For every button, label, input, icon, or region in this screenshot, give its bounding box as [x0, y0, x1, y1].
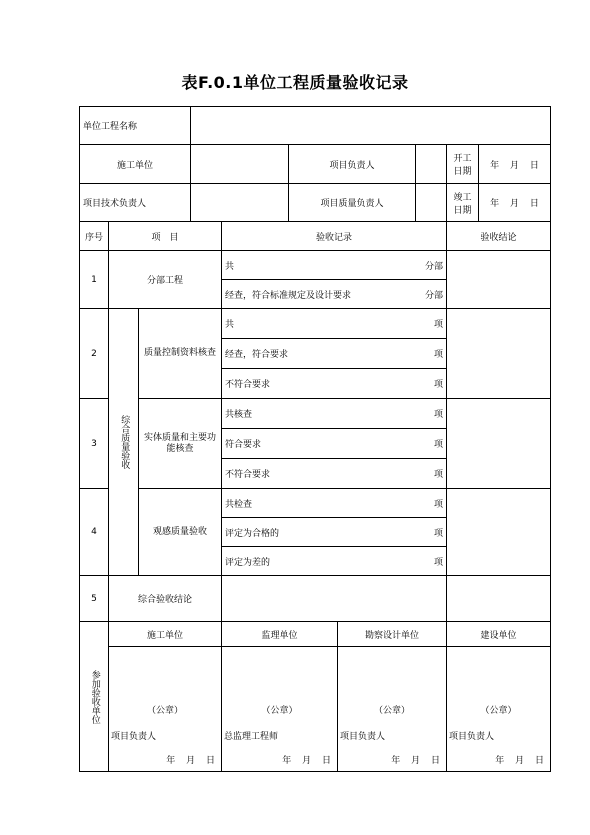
comprehensive-quality-group-label: 综合质量验收: [109, 309, 139, 576]
start-date-field[interactable]: 年 月 日: [479, 145, 551, 184]
row2-line1[interactable]: 共 项: [222, 309, 447, 339]
row3-item: 实体质量和主要功能核查: [139, 399, 222, 489]
unit-4-person: 项目负责人: [449, 732, 495, 742]
acceptance-record-table: [79, 106, 551, 772]
row5-conclusion[interactable]: [447, 576, 551, 622]
row5-no: 5: [80, 576, 109, 622]
row1-line1[interactable]: 共 分部: [222, 251, 447, 280]
quality-manager-field[interactable]: [416, 184, 447, 222]
unit-2-name: 监理单位: [222, 622, 338, 647]
unit-2-signature-block[interactable]: [222, 647, 338, 772]
quality-manager-label: 项目质量负责人: [289, 184, 416, 222]
row3-conclusion[interactable]: [447, 399, 551, 489]
unit-3-date: 年 月 日: [391, 756, 441, 766]
row1-line2[interactable]: 经查，符合标准规定及设计要求 分部: [222, 280, 447, 309]
row2-no: 2: [80, 309, 109, 399]
unit-4-signature-block[interactable]: [447, 647, 551, 772]
row2-conclusion[interactable]: [447, 309, 551, 399]
unit-3-person: 项目负责人: [340, 732, 386, 742]
unit-2-seal: （公章）: [261, 706, 298, 716]
row2-line2[interactable]: 经查，符合要求 项: [222, 339, 447, 369]
col-record-header: 验收记录: [222, 222, 447, 251]
unit-4-seal: （公章）: [480, 706, 517, 716]
unit-1-date: 年 月 日: [166, 756, 216, 766]
participants-label: 参加验收单位: [80, 622, 109, 772]
col-no-header: 序号: [80, 222, 109, 251]
project-name-label: 单位工程名称: [80, 107, 191, 145]
row4-item: 观感质量验收: [139, 489, 222, 576]
start-date-label: 开工日期: [447, 145, 479, 184]
row4-line2[interactable]: 评定为合格的 项: [222, 518, 447, 547]
row3-line3[interactable]: 不符合要求 项: [222, 459, 447, 489]
project-name-field[interactable]: [191, 107, 551, 145]
unit-1-seal: （公章）: [147, 706, 184, 716]
unit-3-name: 勘察设计单位: [338, 622, 447, 647]
unit-4-date: 年 月 日: [495, 756, 545, 766]
col-item-header: 项 目: [109, 222, 222, 251]
row4-conclusion[interactable]: [447, 489, 551, 576]
row3-no: 3: [80, 399, 109, 489]
unit-2-date: 年 月 日: [282, 756, 332, 766]
construction-unit-label: 施工单位: [80, 145, 191, 184]
row4-no: 4: [80, 489, 109, 576]
row5-item: 综合验收结论: [109, 576, 222, 622]
unit-1-person: 项目负责人: [111, 732, 157, 742]
project-manager-label: 项目负责人: [289, 145, 416, 184]
unit-3-signature-block[interactable]: [338, 647, 447, 772]
row1-item: 分部工程: [109, 251, 222, 309]
row1-no: 1: [80, 251, 109, 309]
unit-2-person: 总监理工程师: [224, 732, 279, 742]
unit-3-seal: （公章）: [374, 706, 411, 716]
col-conclusion-header: 验收结论: [447, 222, 551, 251]
tech-manager-label: 项目技术负责人: [80, 184, 191, 222]
unit-1-name: 施工单位: [109, 622, 222, 647]
unit-4-name: 建设单位: [447, 622, 551, 647]
tech-manager-field[interactable]: [191, 184, 289, 222]
finish-date-field[interactable]: 年 月 日: [479, 184, 551, 222]
row3-line2[interactable]: 符合要求 项: [222, 429, 447, 459]
unit-1-signature-block[interactable]: [109, 647, 222, 772]
construction-unit-field[interactable]: [191, 145, 289, 184]
form-title: 表F.0.1单位工程质量验收记录: [181, 73, 409, 92]
project-manager-field[interactable]: [416, 145, 447, 184]
row3-line1[interactable]: 共核查 项: [222, 399, 447, 429]
row5-record[interactable]: [222, 576, 447, 622]
row1-conclusion[interactable]: [447, 251, 551, 309]
row4-line1[interactable]: 共检查 项: [222, 489, 447, 518]
row2-line3[interactable]: 不符合要求 项: [222, 369, 447, 399]
finish-date-label: 竣工日期: [447, 184, 479, 222]
row4-line3[interactable]: 评定为差的 项: [222, 547, 447, 576]
row2-item: 质量控制资料核查: [139, 309, 222, 399]
